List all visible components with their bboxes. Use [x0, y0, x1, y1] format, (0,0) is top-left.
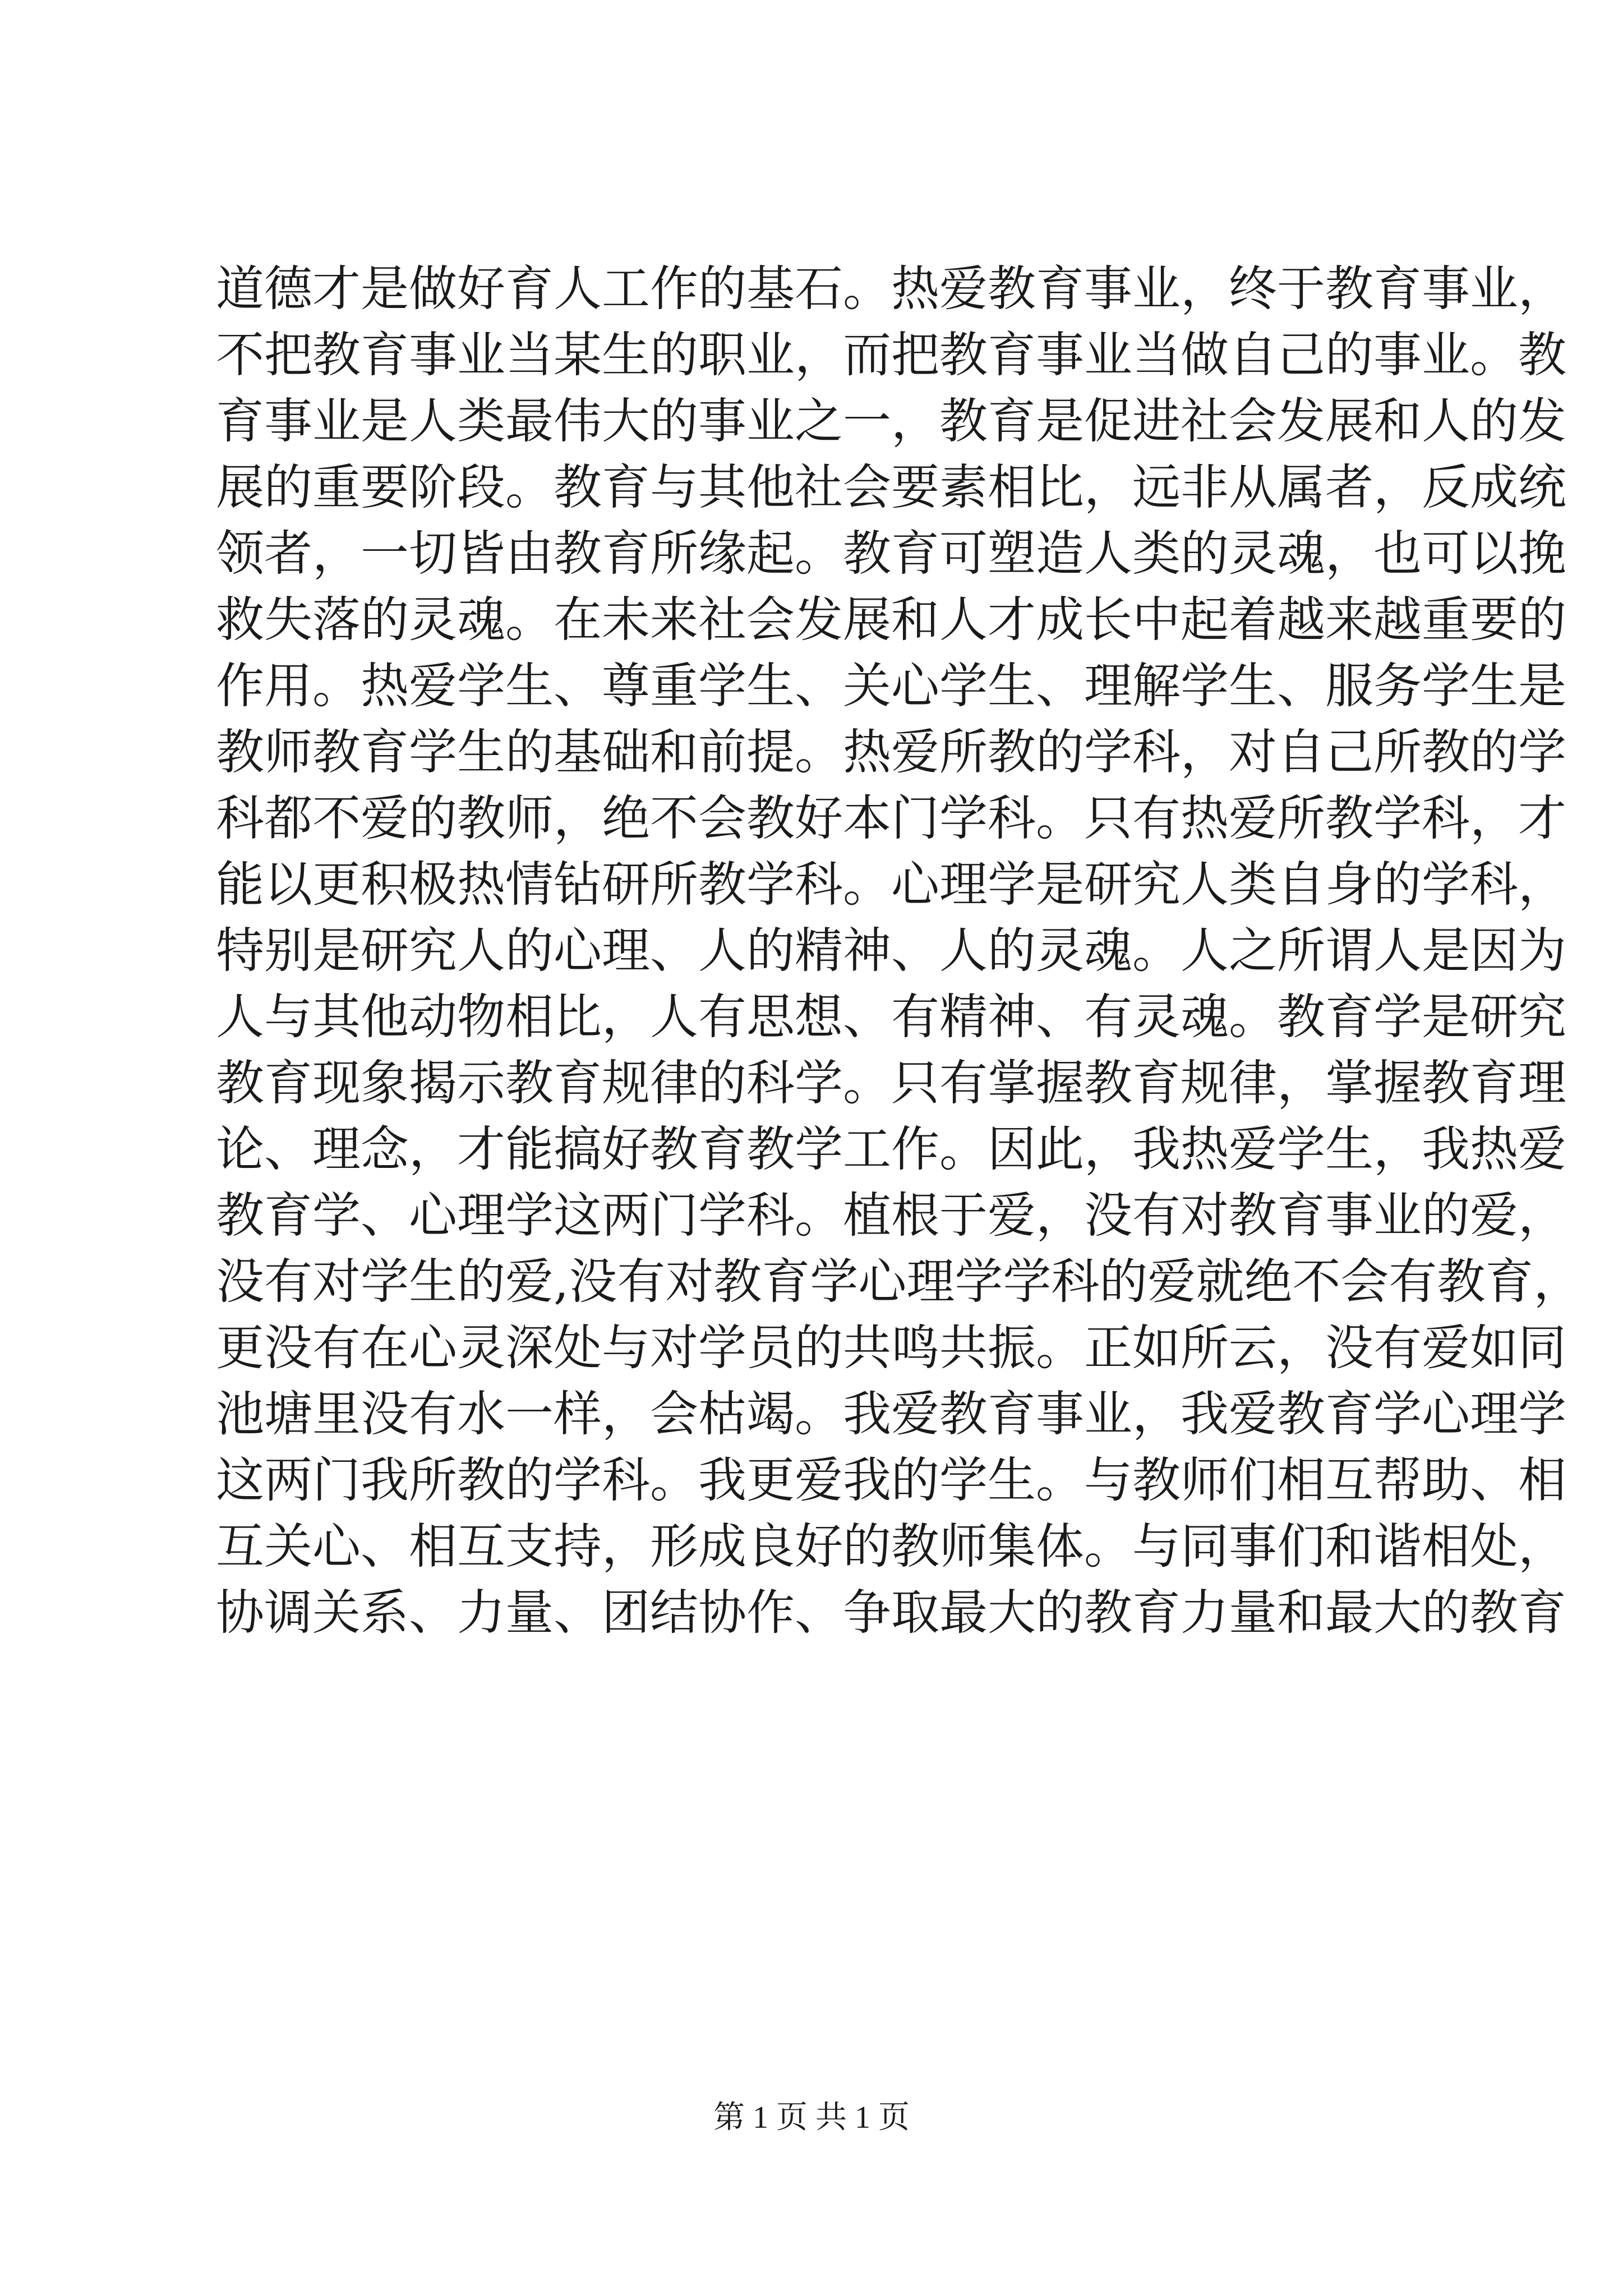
- page-footer: [0, 2098, 1623, 2137]
- text-line-15: 教育学、心理学这两门学科。植根于爱，没有对教育事业的爱，: [216, 1188, 1566, 1244]
- page-number-label: 第 1 页 共 1 页: [713, 2100, 910, 2135]
- text-line-2: 不把教育事业当某生的职业，而把教育事业当做自己的事业。教: [216, 327, 1566, 383]
- text-line-12: 人与其他动物相比，人有思想、有精神、有灵魂。教育学是研究: [216, 989, 1566, 1045]
- text-line-21: 协调关系、力量、团结协作、争取最大的教育力量和最大的教育: [216, 1585, 1566, 1641]
- text-line-18: 池塘里没有水一样，会枯竭。我爱教育事业，我爱教育学心理学: [216, 1386, 1566, 1442]
- text-line-11: 特别是研究人的心理、人的精神、人的灵魂。人之所谓人是因为: [216, 923, 1566, 979]
- text-line-4: 展的重要阶段。教育与其他社会要素相比，远非从属者，反成统: [216, 459, 1566, 516]
- text-line-7: 作用。热爱学生、尊重学生、关心学生、理解学生、服务学生是: [216, 658, 1566, 714]
- text-line-14: 论、理念，才能搞好教育教学工作。因此，我热爱学生，我热爱: [216, 1121, 1566, 1177]
- text-line-3: 育事业是人类最伟大的事业之一，教育是促进社会发展和人的发: [216, 393, 1566, 449]
- text-line-6: 救失落的灵魂。在未来社会发展和人才成长中起着越来越重要的: [216, 592, 1566, 648]
- text-line-9: 科都不爱的教师，绝不会教好本门学科。只有热爱所教学科，才: [216, 790, 1566, 846]
- text-line-10: 能以更积极热情钻研所教学科。心理学是研究人类自身的学科，: [216, 857, 1566, 913]
- text-line-1: 道德才是做好育人工作的基石。热爱教育事业，终于教育事业，: [216, 261, 1566, 317]
- text-line-5: 领者，一切皆由教育所缘起。教育可塑造人类的灵魂，也可以挽: [216, 526, 1566, 582]
- text-line-17: 更没有在心灵深处与对学员的共鸣共振。正如所云，没有爱如同: [216, 1320, 1566, 1376]
- text-line-8: 教师教育学生的基础和前提。热爱所教的学科，对自己所教的学: [216, 724, 1566, 780]
- text-line-20: 互关心、相互支持，形成良好的教师集体。与同事们和谐相处，: [216, 1519, 1566, 1575]
- text-line-13: 教育现象揭示教育规律的科学。只有掌握教育规律，掌握教育理: [216, 1055, 1566, 1111]
- text-line-16: 没有对学生的爱,没有对教育学心理学学科的爱就绝不会有教育，: [216, 1254, 1582, 1310]
- body-text: [216, 256, 1582, 1646]
- text-line-19: 这两门我所教的学科。我更爱我的学生。与教师们相互帮助、相: [216, 1452, 1566, 1508]
